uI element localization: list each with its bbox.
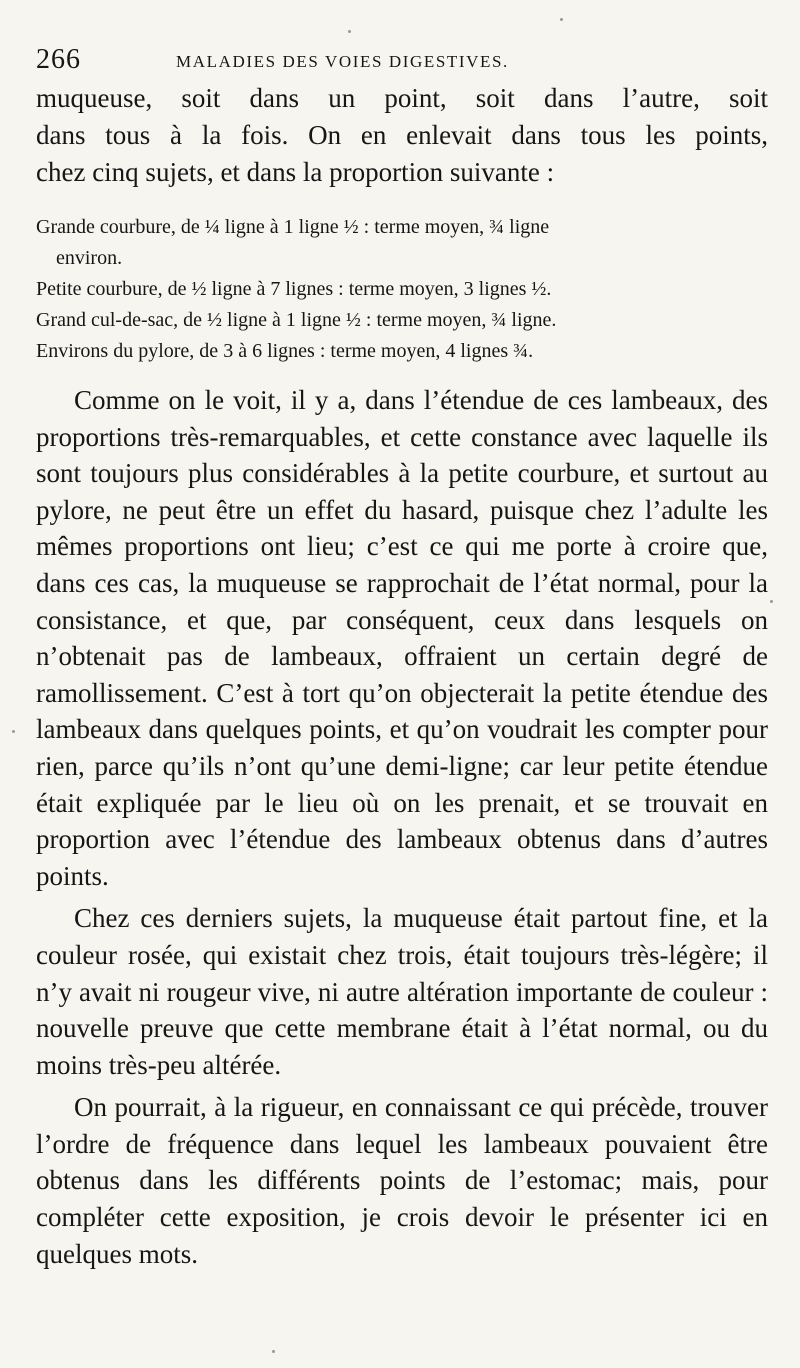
running-head: MALADIES DES VOIES DIGESTIVES. [176, 52, 509, 71]
measurement-grand-cul-de-sac [36, 305, 768, 336]
main-text [36, 382, 768, 1278]
intro-line: muqueuse, soit dans un point, soit dans l’autre, soit [36, 83, 768, 113]
intro-line: chez cinq sujets, et dans la proportion suivante : [36, 157, 555, 187]
measurement-text: Environs du pylore, de 3 à 6 lignes : terme moyen, 4 lignes ¾. [36, 340, 534, 362]
page-header [36, 44, 756, 76]
measurement-petite-courbure [36, 274, 768, 305]
page-number: 266 [36, 44, 81, 75]
measurement-pylore [36, 336, 768, 367]
print-speck [770, 600, 773, 603]
paragraph-muqueuse: Chez ces derniers sujets, la muqueuse était partout fine, et la couleur rosée, qui existait chez trois, était toujours très-légère; il n’y avait ni rougeur vive, ni autre altération importante de couleur : nouvelle preuve que cette membrane était à l’état normal, ou du moins très-peu altérée. [36, 903, 768, 1080]
print-speck [12, 730, 15, 733]
measurement-text: Petite courbure, de ½ ligne à 7 lignes : terme moyen, 3 lignes ½. [36, 278, 552, 300]
measurement-continuation: environ. [56, 247, 123, 269]
intro-text [36, 80, 768, 191]
paragraph-lambeaux: Comme on le voit, il y a, dans l’étendue de ces lambeaux, des proportions très-remarquables, et cette constance avec laquelle ils sont toujours plus considérables à la petite courbure, et surtout au pylore, ne peut être un effet du hasard, puisque chez l’adulte les mêmes proportions ont lieu; c’est ce qui me porte à croire que, dans ces cas, la muqueuse se rapprochait de l’état normal, pour la consistance, et que, par conséquent, ceux dans lesquels on n’obtenait pas de lambeaux, offraient un certain degré de ramollissement. C’est à tort qu’on objecterait la petite étendue des lambeaux dans quelques points, et qu’on voudrait les compter pour rien, parce qu’ils n’ont qu’une demi-ligne; car leur petite étendue était expliquée par le lieu où on les prenait, et se trouvait en proportion avec l’étendue des lambeaux obtenus dans d’autres points. [36, 385, 768, 891]
print-speck [560, 18, 563, 21]
measurement-text: Grande courbure, de ¼ ligne à 1 ligne ½ : terme moyen, ¾ ligne [36, 216, 550, 238]
print-speck [348, 30, 351, 33]
measurement-grande-courbure [36, 212, 768, 274]
print-speck [272, 1350, 275, 1353]
measurement-list [36, 212, 768, 367]
intro-line: dans tous à la fois. On en enlevait dans tous les points, [36, 120, 768, 150]
measurement-text: Grand cul-de-sac, de ½ ligne à 1 ligne ½ : terme moyen, ¾ ligne. [36, 309, 557, 331]
paragraph-frequence: On pourrait, à la rigueur, en connaissant ce qui précède, trouver l’ordre de fréquence dans lequel les lambeaux pouvaient être obtenus dans les différents points de l’estomac; mais, pour compléter cette exposition, je crois devoir le présenter ici en quelques mots. [36, 1092, 768, 1269]
